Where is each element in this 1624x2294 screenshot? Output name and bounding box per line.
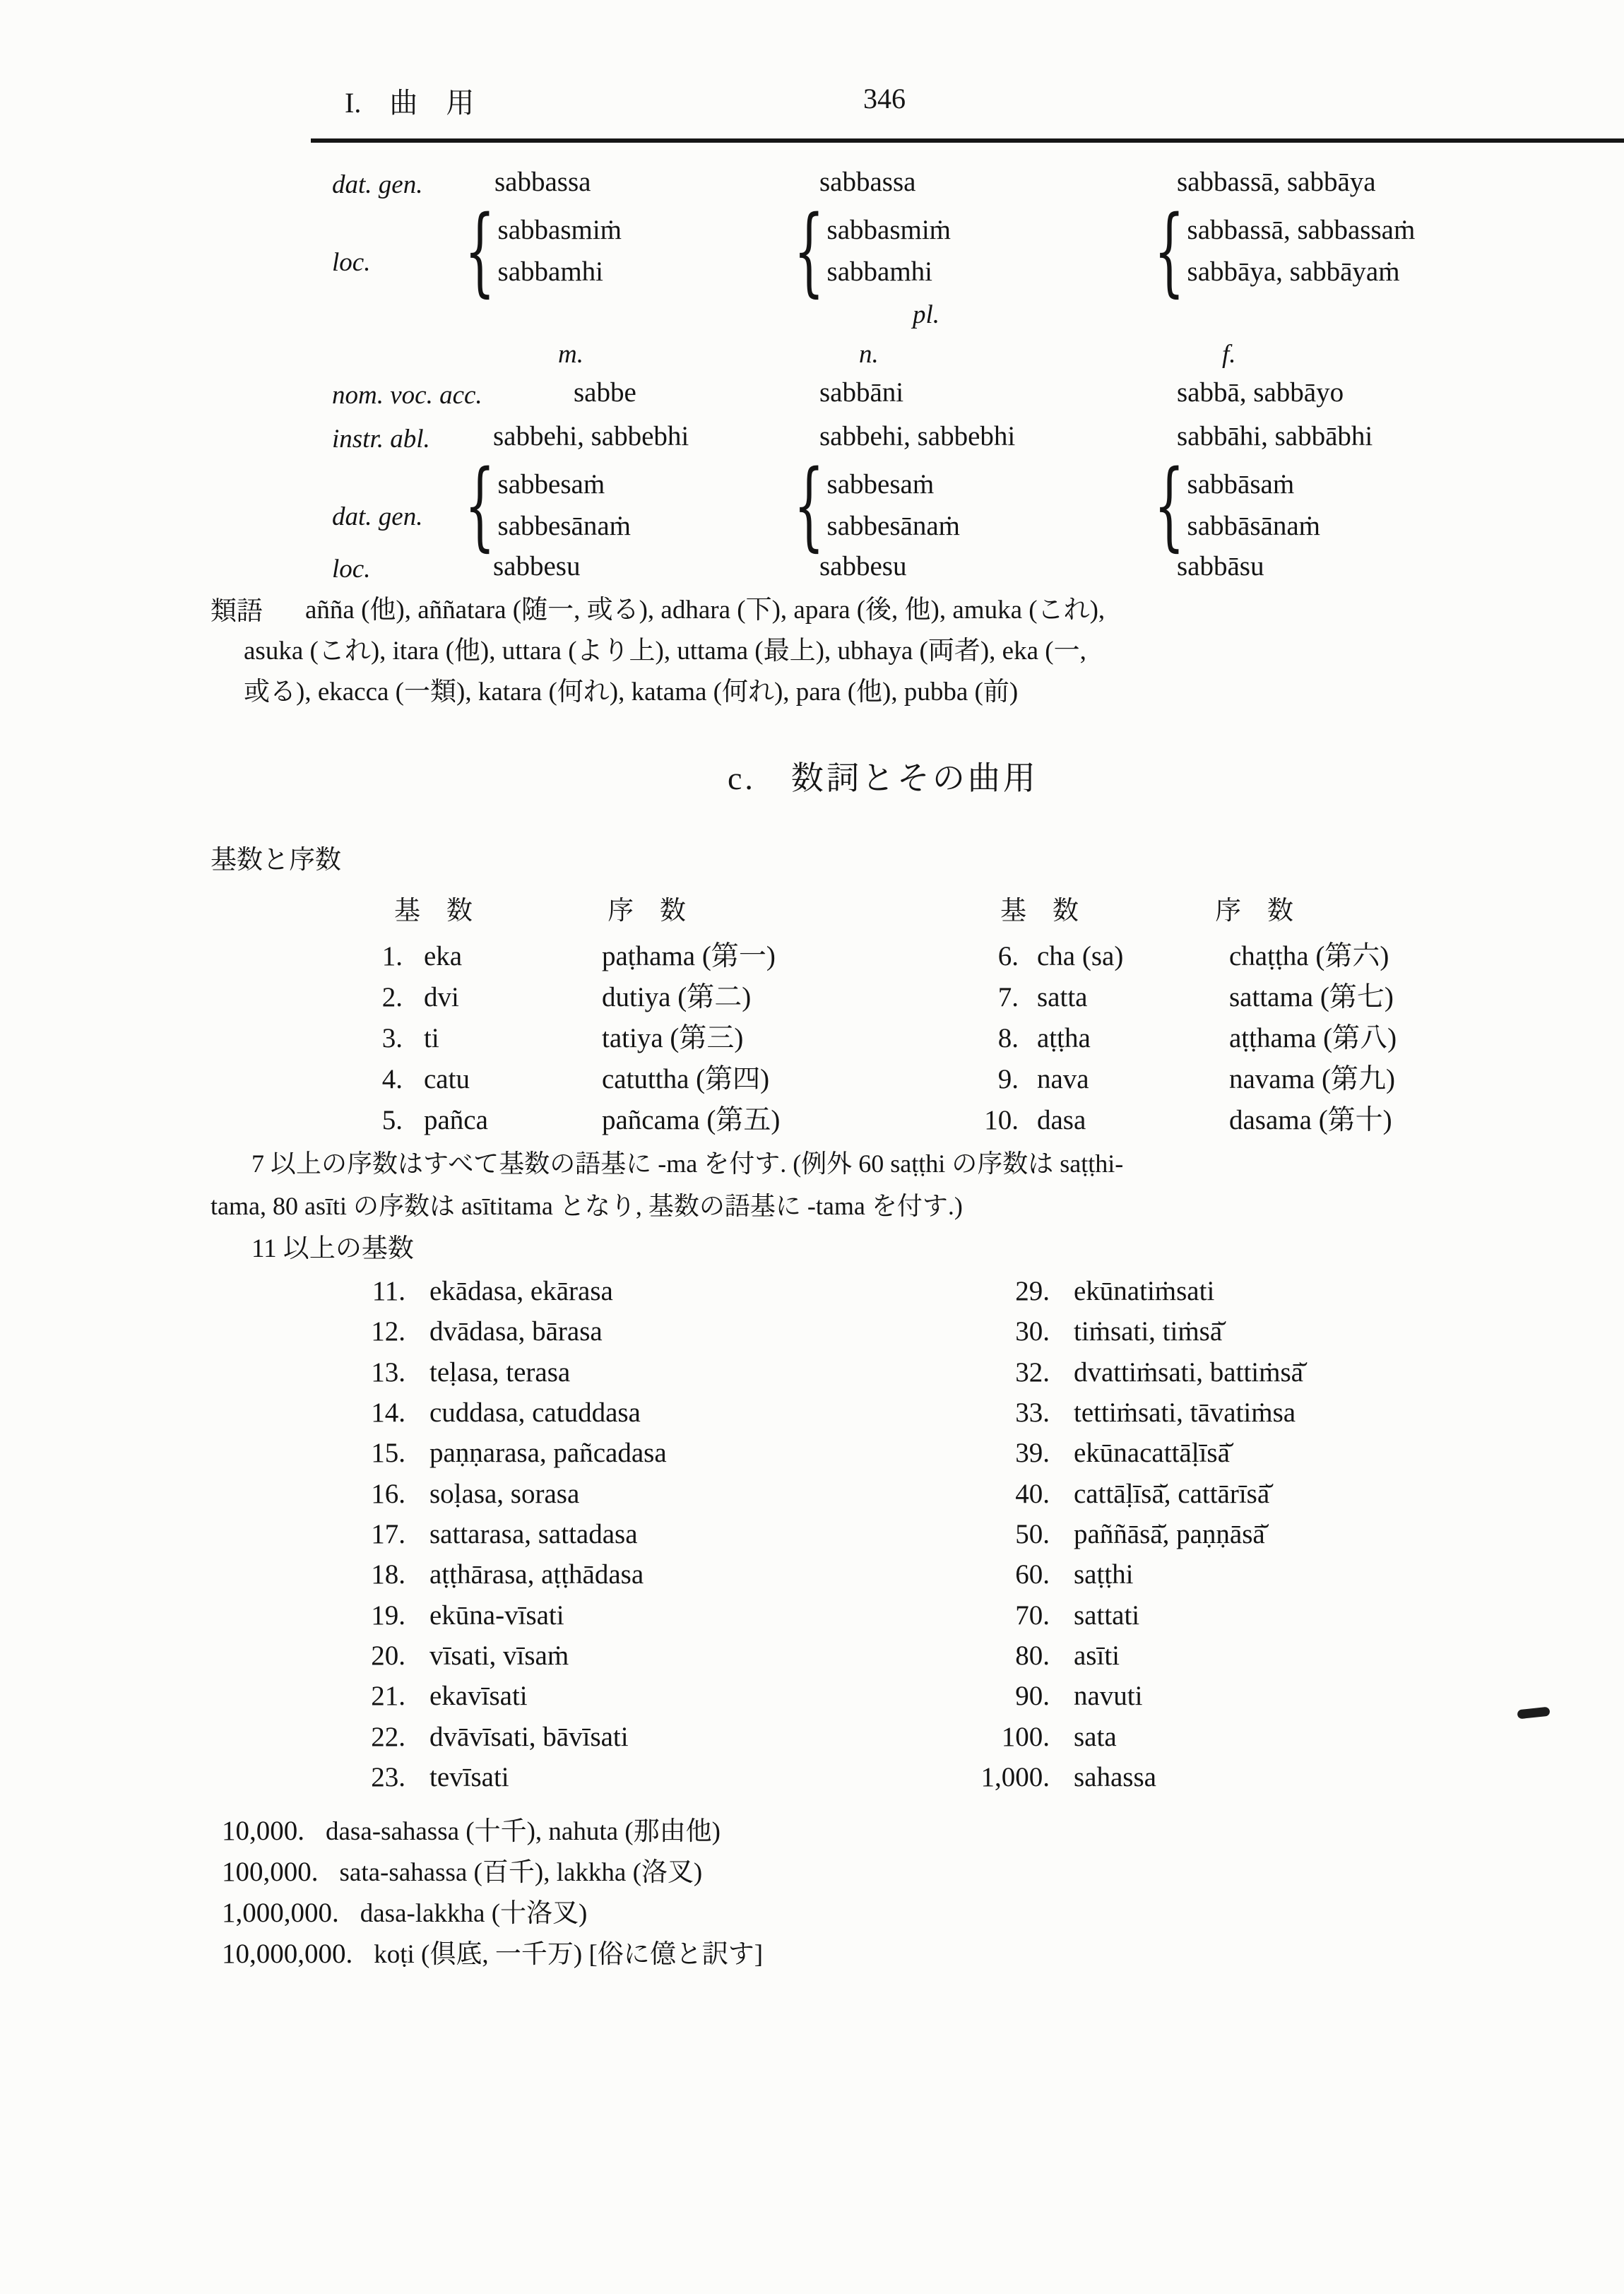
form-cell-f: sabbāsu — [1177, 551, 1264, 581]
col-head-ordinal: 序 数 — [1215, 897, 1293, 926]
numeral-index: 22. — [371, 1722, 405, 1752]
numeral-value: dvāvīsati, bāvīsati — [429, 1722, 629, 1752]
numeral-value: paṇṇarasa, pañcadasa — [429, 1438, 667, 1468]
numeral-index: 100. — [1001, 1722, 1050, 1752]
cardinal-value: eka — [424, 941, 463, 971]
numeral-index: 8. — [997, 1023, 1019, 1053]
cardinal-value: nava — [1037, 1064, 1089, 1094]
form-line: sabbesaṁ — [497, 469, 605, 500]
numeral-index: 7. — [997, 982, 1019, 1012]
numeral-index: 1,000. — [980, 1762, 1050, 1792]
cardinal-value: pañca — [424, 1105, 488, 1135]
form-cell-m: sabbesu — [493, 551, 581, 581]
numeral-index: 1,000,000. — [222, 1898, 339, 1928]
numeral-index: 100,000. — [222, 1857, 319, 1887]
ordinal-value: tatiya (第三) — [602, 1023, 744, 1053]
numeral-index: 3. — [381, 1023, 403, 1053]
header-rule — [311, 138, 1624, 143]
ordinal-value: dutiya (第二) — [602, 982, 752, 1012]
form-line: sabbamhi — [826, 256, 932, 287]
plural-label: pl. — [913, 300, 940, 329]
numeral-index: 1. — [381, 941, 403, 971]
numeral-index: 33. — [1015, 1397, 1050, 1428]
numeral-index: 10. — [984, 1105, 1019, 1135]
numeral-value: tiṁsati, tiṁsā̆ — [1074, 1316, 1223, 1347]
brace-icon: { — [1154, 450, 1185, 562]
numeral-index: 70. — [1015, 1600, 1050, 1631]
numeral-value: cattāḷīsā̆, cattārīsā̆ — [1074, 1479, 1270, 1509]
col-head-ordinal: 序 数 — [607, 897, 686, 926]
ordinal-value: pañcama (第五) — [602, 1105, 781, 1135]
ordinal-note-line: tama, 80 asīti の序数は asītitama となり, 基数の語基に -tama を付す.) — [211, 1192, 963, 1220]
numeral-value: asīti — [1074, 1640, 1120, 1671]
synonyms-line: añña (他), aññatara (随一, 或る), adhara (下), apara (後, 他), amuka (これ), — [305, 596, 1106, 625]
synonyms-line: 或る), ekacca (一類), katara (何れ), katama (何れ), para (他), pubba (前) — [244, 678, 1019, 706]
ordinal-value: paṭhama (第一) — [602, 941, 776, 971]
form-line: sabbesānaṁ — [826, 511, 960, 541]
case-label: loc. — [332, 248, 371, 277]
braced-forms-f — [1150, 196, 1416, 307]
numeral-index: 23. — [371, 1762, 405, 1792]
numeral-index: 39. — [1015, 1438, 1050, 1468]
numeral-index: 11. — [372, 1276, 405, 1306]
numeral-value: teḷasa, terasa — [429, 1357, 571, 1388]
numeral-value: ekūnatiṁsati — [1074, 1276, 1215, 1306]
numeral-value: saṭṭhi — [1074, 1559, 1134, 1590]
numeral-index: 40. — [1015, 1479, 1050, 1509]
ordinal-value: aṭṭhama (第八) — [1229, 1023, 1397, 1053]
numeral-index: 90. — [1015, 1681, 1050, 1711]
case-label: loc. — [332, 555, 371, 584]
numeral-index: 5. — [381, 1105, 403, 1135]
numeral-value: tevīsati — [429, 1762, 509, 1792]
form-line: sabbasmiṁ — [497, 215, 622, 246]
ordinal-value: sattama (第七) — [1229, 982, 1394, 1012]
numeral-value: paññāsā̆, paṇṇāsā̆ — [1074, 1519, 1265, 1549]
col-head-cardinal: 基 数 — [394, 897, 473, 926]
numeral-index: 4. — [381, 1064, 403, 1094]
big-number-row — [211, 1925, 763, 1985]
numeral-value: sata — [1074, 1722, 1117, 1752]
cardinal-value: dasa — [1037, 1105, 1086, 1135]
ordinal-value: chaṭṭha (第六) — [1229, 941, 1389, 971]
form-cell-m: sabbe — [574, 377, 636, 408]
numeral-index: 50. — [1015, 1519, 1050, 1549]
brace-icon: { — [1154, 196, 1185, 307]
numeral-value: soḷasa, sorasa — [429, 1479, 580, 1509]
ordinal-value: navama (第九) — [1229, 1064, 1395, 1094]
numeral-index: 9. — [997, 1064, 1019, 1094]
numeral-index: 18. — [371, 1559, 405, 1590]
numeral-index: 19. — [371, 1600, 405, 1631]
ordinal-value: dasama (第十) — [1229, 1105, 1392, 1135]
form-line: sabbāya, sabbāyaṁ — [1187, 256, 1400, 287]
form-line: sabbassā, sabbassaṁ — [1187, 215, 1416, 246]
numeral-value: vīsati, vīsaṁ — [429, 1640, 569, 1671]
braced-forms-m — [461, 450, 631, 562]
numeral-value: sattarasa, sattadasa — [429, 1519, 638, 1549]
form-cell-m: sabbassa — [494, 167, 591, 197]
numeral-value: navuti — [1074, 1681, 1143, 1711]
ink-smudge — [1517, 1707, 1550, 1720]
numeral-value: aṭṭhārasa, aṭṭhādasa — [429, 1559, 644, 1590]
braced-forms-f — [1150, 450, 1320, 562]
numeral-value: ekūnacattāḷīsā̆ — [1074, 1438, 1230, 1468]
form-line: sabbasmiṁ — [826, 215, 952, 246]
cardinal-value: ti — [424, 1023, 439, 1053]
numeral-index: 2. — [381, 982, 403, 1012]
form-line: sabbesānaṁ — [497, 511, 631, 541]
form-line: sabbesaṁ — [826, 469, 935, 500]
running-header-section: I. 曲 用 — [345, 87, 475, 119]
cardinal-value: dvi — [424, 982, 459, 1012]
numeral-index: 14. — [371, 1397, 405, 1428]
numeral-index: 80. — [1015, 1640, 1050, 1671]
subheading-cardinal-ordinal: 基数と序数 — [211, 846, 341, 875]
gender-head-m: m. — [558, 340, 583, 369]
numeral-value: dasa-lakkha (十洛叉) — [360, 1899, 588, 1928]
numeral-value: tettiṁsati, tāvatiṁsa — [1074, 1397, 1296, 1428]
numeral-value: sahassa — [1074, 1762, 1156, 1792]
numeral-value: sattati — [1074, 1600, 1140, 1631]
numeral-value: sata-sahassa (百千), lakkha (洛叉) — [339, 1858, 703, 1887]
form-line: sabbāsaṁ — [1187, 469, 1295, 500]
cardinal-value: aṭṭha — [1037, 1023, 1091, 1053]
ordinal-note-line: 7 以上の序数はすべて基数の語基に -ma を付す. (例外 60 saṭṭhi の序数は saṭṭhi- — [251, 1149, 1124, 1178]
numeral-value: dvattiṁsati, battiṁsā̆ — [1074, 1357, 1303, 1388]
col-head-cardinal: 基 数 — [1000, 897, 1079, 926]
cardinal-value: catu — [424, 1064, 470, 1094]
form-cell-n: sabbesu — [819, 551, 907, 581]
numeral-index: 32. — [1015, 1357, 1050, 1388]
numeral-index: 17. — [371, 1519, 405, 1549]
synonyms-line: asuka (これ), itara (他), uttara (より上), uttama (最上), ubhaya (両者), eka (一, — [244, 637, 1086, 666]
brace-icon: { — [793, 196, 824, 307]
numeral-index: 10,000,000. — [222, 1939, 353, 1969]
synonyms-label: 類語 — [211, 597, 263, 626]
case-label: dat. gen. — [332, 170, 423, 199]
form-cell-n: sabbehi, sabbebhi — [819, 421, 1016, 451]
case-label: instr. abl. — [332, 425, 430, 454]
case-label: dat. gen. — [332, 502, 423, 531]
form-line: sabbāsānaṁ — [1187, 511, 1320, 541]
numeral-value: ekādasa, ekārasa — [429, 1276, 613, 1306]
brace-icon: { — [793, 450, 824, 562]
numeral-value: cuddasa, catuddasa — [429, 1397, 641, 1428]
numeral-index: 13. — [371, 1357, 405, 1388]
numeral-value: dvādasa, bārasa — [429, 1316, 603, 1347]
numeral-index: 12. — [371, 1316, 405, 1347]
numeral-value: ekavīsati — [429, 1681, 528, 1711]
form-cell-f: sabbā, sabbāyo — [1177, 377, 1344, 408]
numeral-index: 29. — [1015, 1276, 1050, 1306]
numeral-value: dasa-sahassa (十千), nahuta (那由他) — [326, 1817, 721, 1846]
braced-forms-n — [790, 196, 952, 307]
brace-icon: { — [464, 450, 495, 562]
numeral-index: 10,000. — [222, 1816, 304, 1846]
numeral-index: 16. — [371, 1479, 405, 1509]
form-cell-f: sabbassā, sabbāya — [1177, 167, 1376, 197]
numeral-value: koṭi (倶底, 一千万) [俗に億と訳す] — [374, 1940, 764, 1969]
form-cell-m: sabbehi, sabbebhi — [493, 421, 689, 451]
gender-head-n: n. — [859, 340, 879, 369]
form-cell-f: sabbāhi, sabbābhi — [1177, 421, 1373, 451]
numeral-value: ekūna-vīsati — [429, 1600, 564, 1631]
cardinal-value: cha (sa) — [1037, 941, 1124, 971]
form-line: sabbamhi — [497, 256, 603, 287]
form-cell-n: sabbāni — [819, 377, 904, 408]
ordinal-value: catuttha (第四) — [602, 1064, 770, 1094]
brace-icon: { — [464, 196, 495, 307]
braced-forms-m — [461, 196, 622, 307]
form-cell-n: sabbassa — [819, 167, 916, 197]
braced-forms-n — [790, 450, 960, 562]
cardinal-value: satta — [1037, 982, 1088, 1012]
case-label: nom. voc. acc. — [332, 381, 482, 410]
numeral-index: 20. — [371, 1640, 405, 1671]
gender-head-f: f. — [1222, 340, 1236, 369]
numeral-index: 30. — [1015, 1316, 1050, 1347]
section-heading: c. 数詞とその曲用 — [728, 760, 1038, 796]
subheading-higher-cardinals: 11 以上の基数 — [251, 1234, 414, 1263]
numeral-index: 15. — [371, 1438, 405, 1468]
page-number: 346 — [863, 83, 906, 114]
numeral-index: 21. — [371, 1681, 405, 1711]
numeral-index: 60. — [1015, 1559, 1050, 1590]
numeral-index: 6. — [997, 941, 1019, 971]
